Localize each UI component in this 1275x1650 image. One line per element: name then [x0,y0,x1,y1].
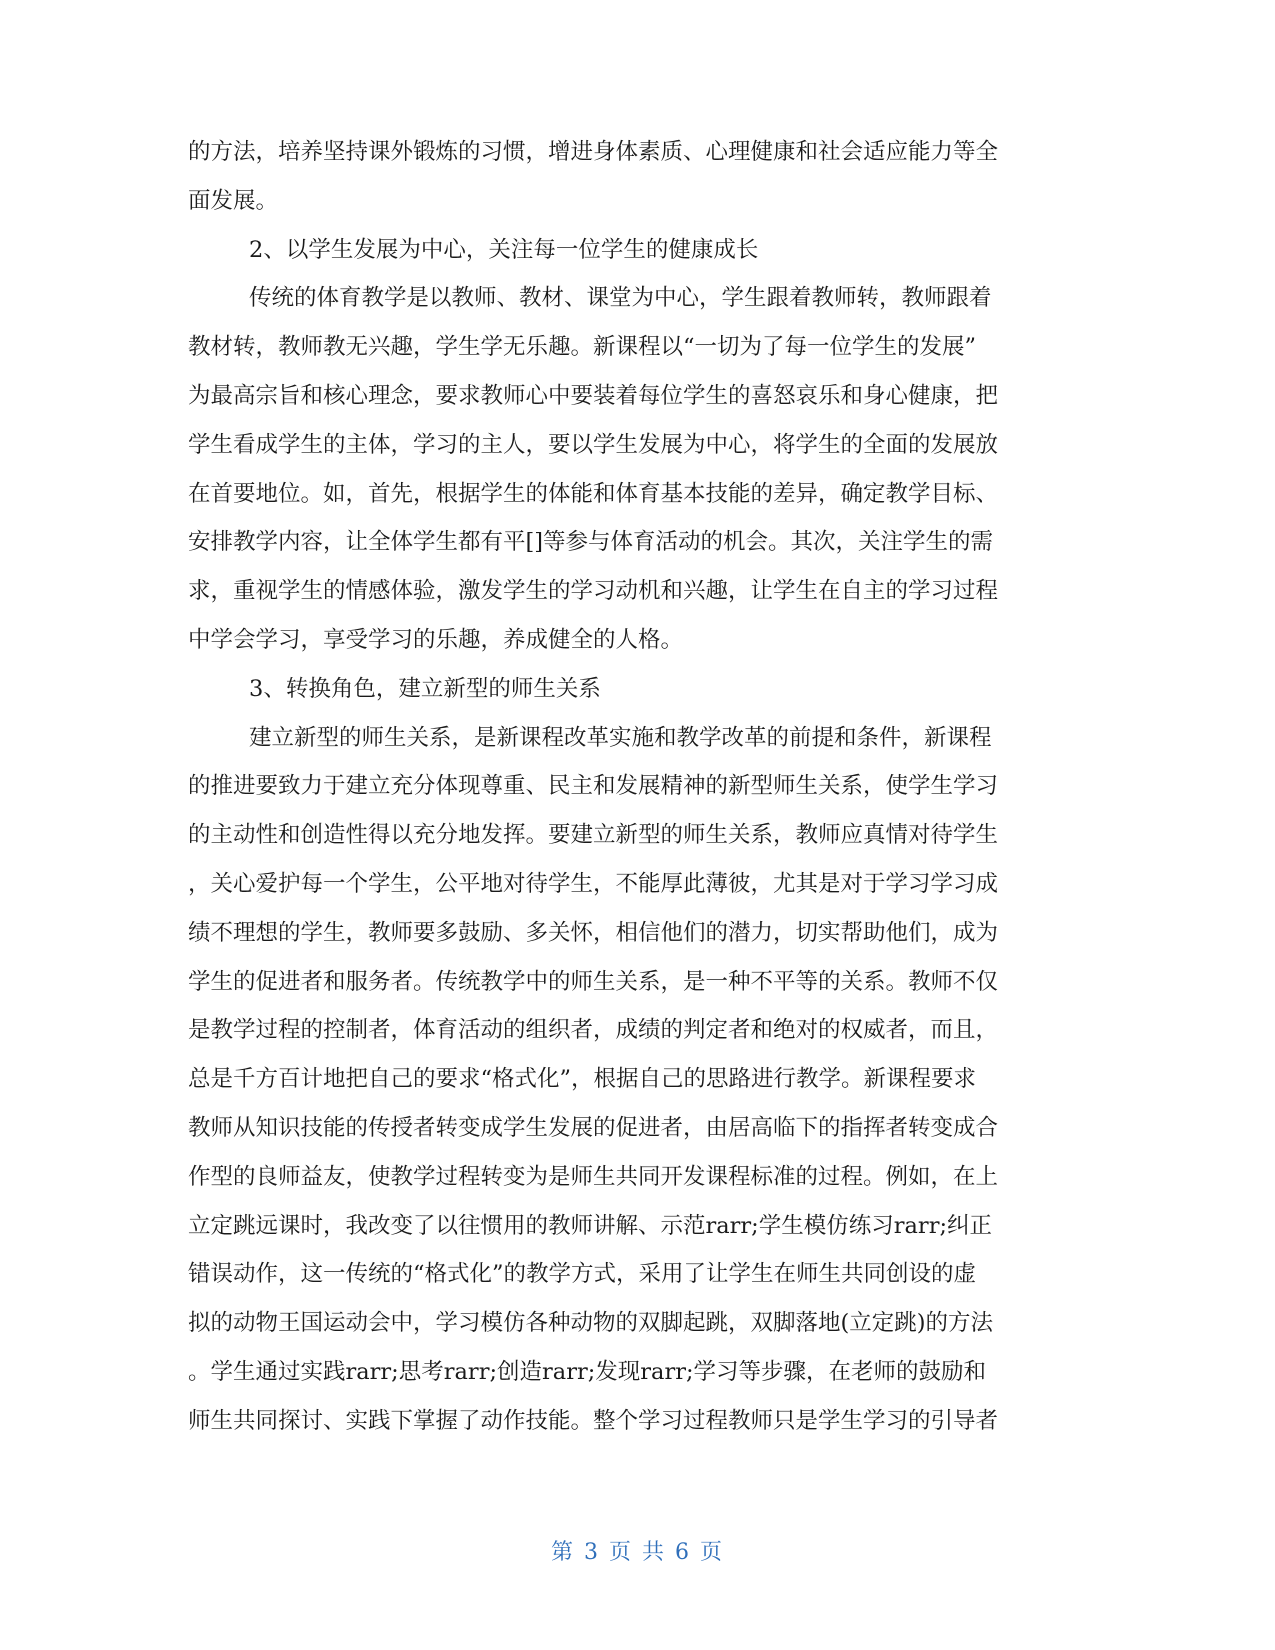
text-line: 教材转，教师教无兴趣，学生学无乐趣。新课程以“一切为了每一位学生的发展” [188,334,977,361]
text-line: 的方法，培养坚持课外锻炼的习惯，增进身体素质、心理健康和社会适应能力等全 [188,139,999,165]
page-number: 第 3 页 共 6 页 [551,1540,724,1565]
text-line: ，关心爱护每一个学生，公平地对待学生，不能厚此薄彼，尤其是对于学习学习成 [188,870,999,897]
text-line: 安排教学内容，让全体学生都有平[]等参与体育活动的机会。其次，关注学生的需 [188,529,994,556]
text-line: 拟的动物王国运动会中，学习模仿各种动物的双脚起跳，双脚落地(立定跳)的方法 [188,1310,994,1337]
text-line: 学生的促进者和服务者。传统教学中的师生关系，是一种不平等的关系。教师不仅 [188,968,999,995]
text-line: 2、以学生发展为中心，关注每一位学生的健康成长 [249,236,759,263]
text-line: 学生看成学生的主体，学习的主人，要以学生发展为中心，将学生的全面的发展放 [188,431,999,458]
text-line: 传统的体育教学是以教师、教材、课堂为中心，学生跟着教师转，教师跟着 [249,285,992,312]
text-line: 在首要地位。如，首先，根据学生的体能和体育基本技能的差异，确定教学目标、 [188,480,999,507]
text-line: 的主动性和创造性得以充分地发挥。要建立新型的师生关系，教师应真情对待学生 [188,822,999,849]
text-line: 3、转换角色，建立新型的师生关系 [249,675,601,702]
text-line: 错误动作，这一传统的“格式化”的教学方式，采用了让学生在师生共同创设的虚 [188,1261,977,1288]
document-body [188,128,1086,1446]
text-line: 立定跳远课时，我改变了以往惯用的教师讲解、示范rarr;学生模仿练习rarr;纠正 [188,1212,993,1239]
text-line: 绩不理想的学生，教师要多鼓励、多关怀，相信他们的潜力，切实帮助他们，成为 [188,919,999,946]
text-line: 中学会学习，享受学习的乐趣，养成健全的人格。 [188,626,684,653]
text-line: 建立新型的师生关系，是新课程改革实施和教学改革的前提和条件，新课程 [249,724,992,751]
text-line: 总是千方百计地把自己的要求“格式化”，根据自己的思路进行教学。新课程要求 [188,1066,977,1093]
text-line: 师生共同探讨、实践下掌握了动作技能。整个学习过程教师只是学生学习的引导者 [188,1407,999,1434]
text-line: 求，重视学生的情感体验，激发学生的学习动机和兴趣，让学生在自主的学习过程 [188,578,999,605]
text-line: 为最高宗旨和核心理念，要求教师心中要装着每位学生的喜怒哀乐和身心健康，把 [188,382,999,409]
text-line: 教师从知识技能的传授者转变成学生发展的促进者，由居高临下的指挥者转变成合 [188,1114,999,1141]
text-line: 面发展。 [188,187,279,214]
text-line: 作型的良师益友，使教学过程转变为是师生共同开发课程标准的过程。例如，在上 [188,1163,999,1190]
text-line: 的推进要致力于建立充分体现尊重、民主和发展精神的新型师生关系，使学生学习 [188,773,999,800]
text-line: 是教学过程的控制者，体育活动的组织者，成绩的判定者和绝对的权威者，而且， [188,1017,999,1044]
text-line: 。学生通过实践rarr;思考rarr;创造rarr;发现rarr;学习等步骤，在老师的鼓励和 [188,1358,987,1385]
